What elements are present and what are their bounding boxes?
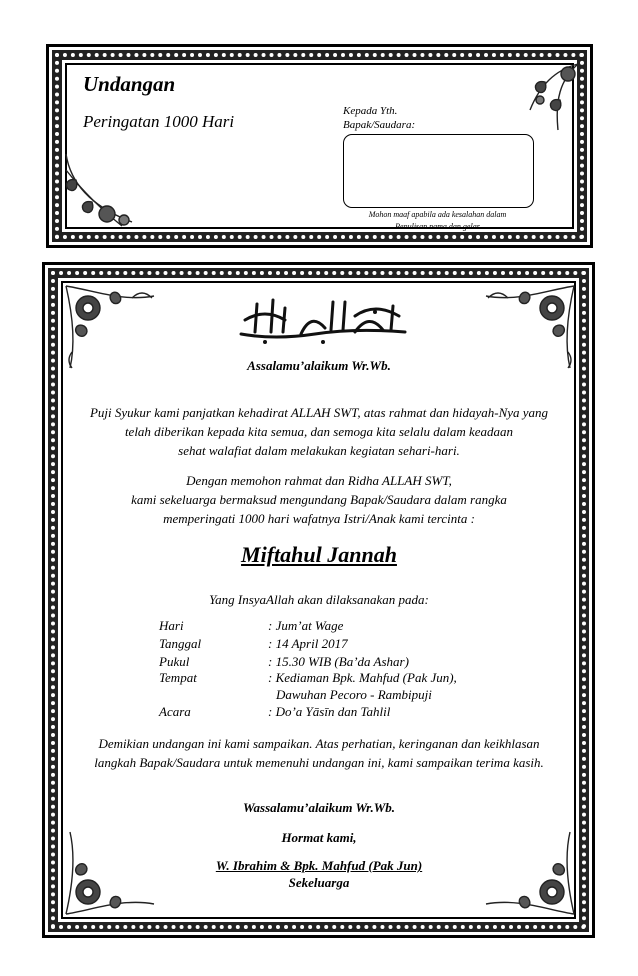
intro-line-3: sehat walafiat dalam melakukan kegiatan sehari-hari. <box>178 443 460 458</box>
regards: Hormat kami, <box>281 830 357 845</box>
detail-value-event: : Do’a Yāsīn dan Tahlil <box>268 704 391 719</box>
apology-note-line2: Penulisan nama dan gelar <box>395 222 480 231</box>
detail-value-time: : 15.30 WIB (Ba’da Ashar) <box>268 654 409 669</box>
closing-greeting: Wassalamu’alaikum Wr.Wb. <box>242 800 396 815</box>
signatories: W. Ibrahim & Bpk. Mahfud (Pak Jun) <box>215 858 423 873</box>
recipient-label: Bapak/Saudara: <box>343 119 416 131</box>
bismillah-calligraphy-icon <box>235 290 410 346</box>
event-intro: Yang InsyaAllah akan dilaksanakan pada: <box>209 592 429 607</box>
purpose-line-3: memperingati 1000 hari wafatnya Istri/Anak kami tercinta : <box>163 511 475 526</box>
detail-label-event: Acara <box>159 704 191 719</box>
detail-value-place-line2: Dawuhan Pecoro - Rambipuji <box>276 687 432 702</box>
detail-label-time: Pukul <box>159 654 190 669</box>
detail-value-date: : 14 April 2017 <box>268 636 348 651</box>
closing-line-2: langkah Bapak/Saudara untuk memenuhi undangan ini, kami sampaikan terima kasih. <box>94 755 544 770</box>
opening-greeting: Assalamu’alaikum Wr.Wb. <box>247 358 391 373</box>
closing-line-1: Demikian undangan ini kami sampaikan. Atas perhatian, keringanan dan keikhlasan <box>98 736 540 751</box>
detail-label-place: Tempat <box>159 670 197 685</box>
family-signature: Sekeluarga <box>288 875 350 890</box>
apology-note-line1: Mohon maaf apabila ada kesalahan dalam <box>368 210 507 219</box>
deceased-name: Miftahul Jannah <box>241 542 397 567</box>
flower-ornament-icon <box>500 60 580 140</box>
flower-ornament-icon <box>62 150 142 230</box>
intro-line-2: telah diberikan kepada kita semua, dan semoga kita selalu dalam keadaan <box>124 424 514 439</box>
address-box <box>343 134 534 208</box>
detail-value-day: : Jum’at Wage <box>268 618 344 633</box>
detail-label-day: Hari <box>159 618 184 633</box>
intro-line-1: Puji Syukur kami panjatkan kehadirat ALLAH SWT, atas rahmat dan hidayah-Nya yang <box>89 405 549 420</box>
recipient-salutation: Kepada Yth. <box>343 105 398 117</box>
purpose-line-2: kami sekeluarga bermaksud mengundang Bapak/Saudara dalam rangka <box>131 492 507 507</box>
invitation-title: Undangan <box>83 72 176 96</box>
detail-label-date: Tanggal <box>159 636 202 651</box>
event-subtitle: Peringatan 1000 Hari <box>83 112 235 131</box>
purpose-line-1: Dengan memohon rahmat dan Ridha ALLAH SWT, <box>186 473 452 488</box>
detail-value-place: : Kediaman Bpk. Mahfud (Pak Jun), <box>268 670 457 685</box>
